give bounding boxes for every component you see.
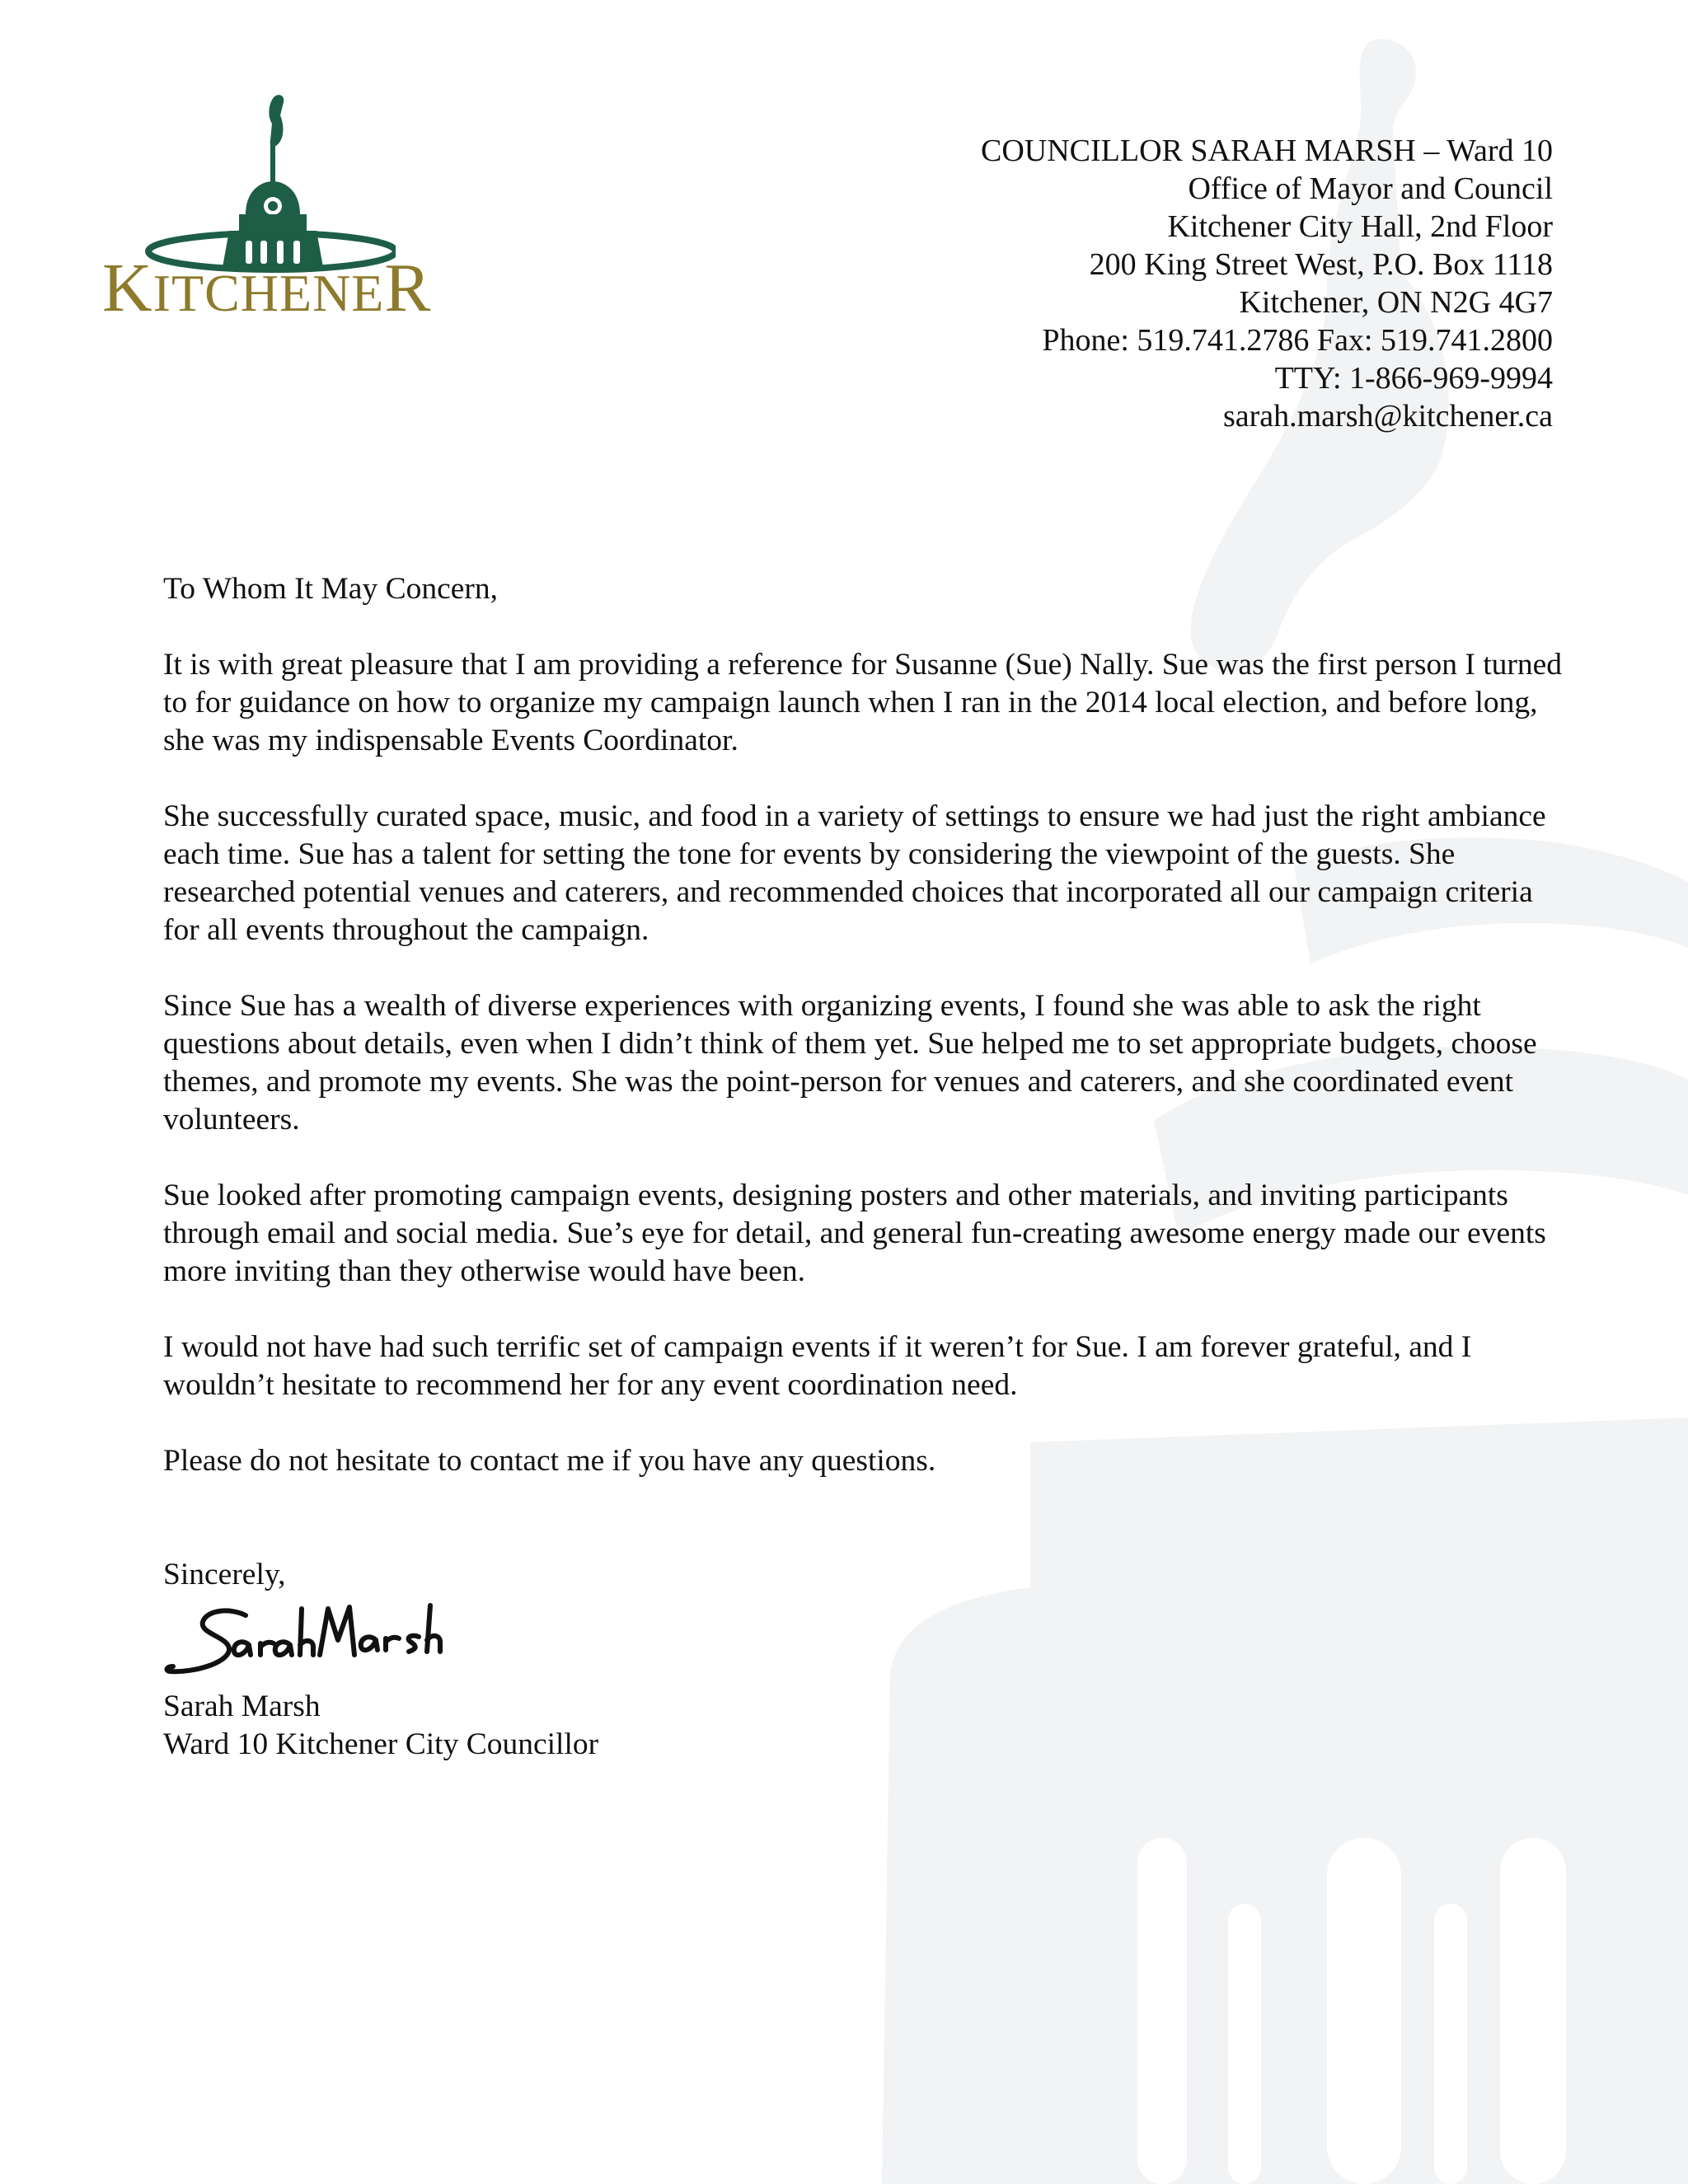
letterhead-line-title: COUNCILLOR SARAH MARSH – Ward 10 <box>980 134 1553 168</box>
closing: Sincerely, <box>163 1558 286 1591</box>
paragraph: Please do not hesitate to contact me if you have any questions. <box>163 1444 936 1478</box>
letter-body <box>163 570 1564 1764</box>
city-hall-emblem-icon <box>132 91 396 276</box>
letterhead-line-building: Kitchener City Hall, 2nd Floor <box>1167 209 1553 244</box>
letterhead-line-tty: TTY: 1-866-969-9994 <box>1274 361 1553 396</box>
letterhead-line-city: Kitchener, ON N2G 4G7 <box>1239 285 1553 320</box>
signer-name: Sarah Marsh <box>163 1690 321 1723</box>
letterhead-line-phone-fax: Phone: 519.741.2786 Fax: 519.741.2800 <box>1042 323 1553 358</box>
salutation: To Whom It May Concern, <box>163 572 498 606</box>
closing-block <box>163 1556 1564 1764</box>
paragraph: I would not have had such terrific set of campaign events if it weren’t for Sue. I am forever grateful, and I wouldn’t hesitate to recommend her for any event coordination need. <box>163 1330 1472 1402</box>
kitchener-wordmark: KITCHENER <box>102 250 432 326</box>
letterhead-line-street: 200 King Street West, P.O. Box 1118 <box>1089 247 1553 282</box>
handwritten-signature <box>163 1597 485 1688</box>
signer-title: Ward 10 Kitchener City Councillor <box>163 1727 599 1761</box>
letterhead-line-email: sarah.marsh@kitchener.ca <box>1222 399 1553 434</box>
paragraph: Sue looked after promoting campaign events, designing posters and other materials, and inviting participants through email and social media. Sue’s eye for detail, and general fun-creating awesome energy made our events more inviting than they otherwise would have been. <box>163 1179 1546 1288</box>
letterhead-line-office: Office of Mayor and Council <box>1188 171 1553 206</box>
paragraph: Since Sue has a wealth of diverse experiences with organizing events, I found she was able to ask the right questions about details, even when I didn’t think of them yet. Sue helped me to set appropriate budgets, choose themes, and promote my events. She was the point-person for venues and caterers, and she coordinated event volunteers. <box>163 989 1537 1137</box>
paragraph: It is with great pleasure that I am providing a reference for Susanne (Sue) Nally. Sue was the first person I turned to for guidance on how to organize my campaign launch when I ran in the 2014 local election, and before long, she was my indispensable Events Coordinator. <box>163 648 1563 757</box>
letterhead-address <box>811 132 1553 435</box>
paragraph: She successfully curated space, music, and food in a variety of settings to ensure we had just the right ambiance each time. Sue has a talent for setting the tone for events by considering the viewpoint of the guests. She researched potential venues and caterers, and recommended choices that incorporated all our campaign criteria for all events throughout the campaign. <box>163 799 1546 947</box>
kitchener-logo <box>99 91 432 326</box>
